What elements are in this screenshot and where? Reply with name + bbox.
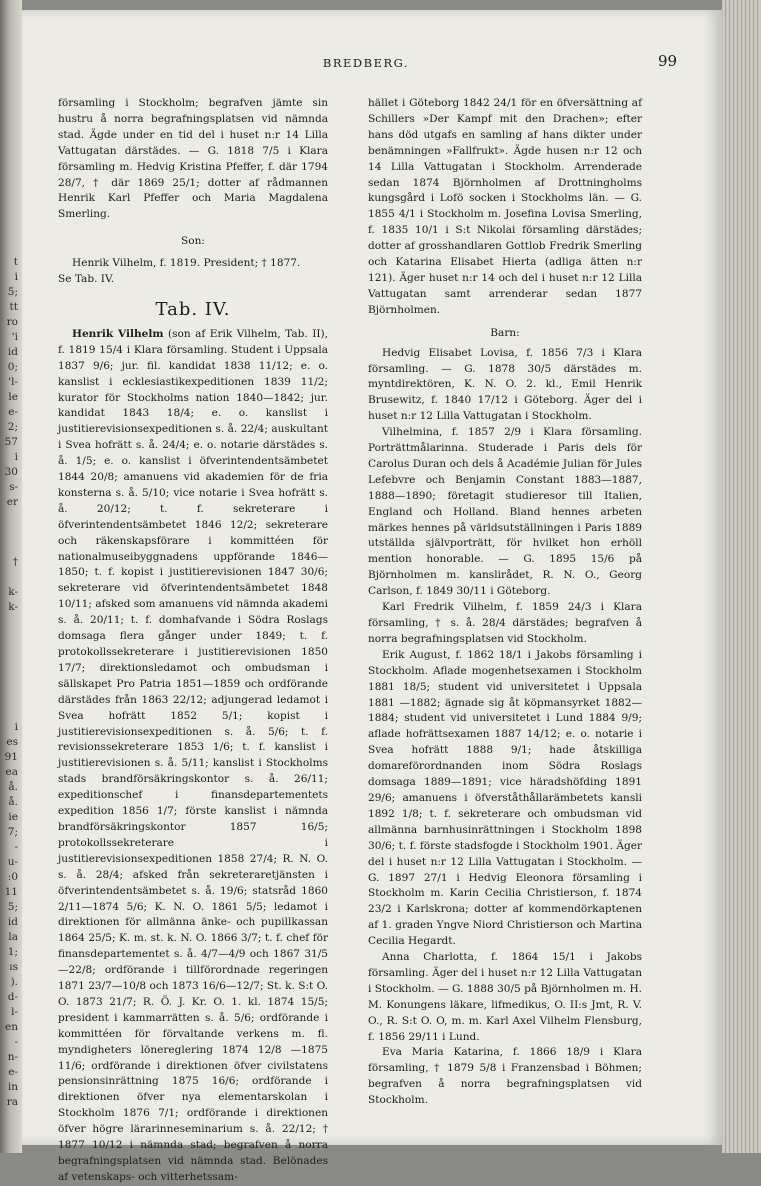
tab-heading: Tab. IV. <box>155 298 231 320</box>
son-label: Son: <box>181 235 205 248</box>
son-reference: Se Tab. IV. <box>58 273 115 286</box>
child-entry: Eva Maria Katarina, f. 1866 18/9 i Klara församling, † 1879 5/8 i Franzensbad i Böhmen; begrafven å norra begrafningsplatsen vid Stockholm. <box>368 1046 642 1107</box>
tab-person-name: Henrik Vilhelm <box>72 327 164 340</box>
running-head: BREDBERG. <box>322 56 410 70</box>
child-entry: Vilhelmina, f. 1857 2/9 i Klara församling. Porträttmålarinna. Studerade i Paris dels för Carolus Duran och dels å Académie Julian för Jules Lefebvre och Benjamin Constant 1883—1887, 1888—1890; företagit studieresor till Italien, England och Holland. Bland hennes arbeten märkes hennes på världsutställningen i Paris 1889 utställda självporträtt, för hvilket hon erhöll mention honorable. — G. 1895 15/6 på Björnholmen m. kanslirådet, R. N. O., Georg Carlson, f. 1849 30/11 i Göteborg. <box>368 426 642 598</box>
page-number: 99 <box>658 52 678 70</box>
left-column <box>58 96 328 1186</box>
page-stack-edge <box>722 0 761 1153</box>
margin-fragments: t i 5; tt ro 'i id 0; 'l- le e- 2; 57 i 30 s- er † k- k- i es 91 ea å. å. ie 7; - u- :0 11 5; id la 1; ıs ). d- l- en - n- e- in ra <box>4 256 18 1108</box>
continued-paragraph: hället i Göteborg 1842 24/1 för en öfversättning af Schillers »Der Kampf mit den Drachen»; efter hans död utgafs en samling af hans dikter under benämningen »Fallfrukt». Ägde husen n:r 12 och 14 Lilla Vattugatan i Stockholm. Arrenderade sedan 1874 Björnholmen af Drottningholms kungsgård i Lofö socken i Stockholms län. — G. 1855 4/1 i Stockholm m. Josefina Lovisa Smerling, f. 1835 10/1 i S:t Nikolai församling därstädes; dotter af grosshandlaren Gottlob Fredrik Smerling och Katarina Elisabet Hierta (adliga ätten n:r 121). Äger huset n:r 14 och del i huset n:r 12 Lilla Vattugatan samt arrenderar sedan 1877 Björnholmen. <box>368 97 642 316</box>
son-entry: Henrik Vilhelm, f. 1819. President; † 1877. <box>72 257 301 270</box>
tab-paragraph <box>58 327 328 1186</box>
intro-paragraph: församling i Stockholm; begrafven jämte sin hustru å norra begrafningsplatsen vid nämnda stad. Ägde under en tid del i huset n:r 14 Lilla Vattugatan därstädes. — G. 1818 7/5 i Klara församling m. Hedvig Kristina Pfeffer, f. där 1794 28/7, † där 1869 25/1; dotter af rådmannen Henrik Karl Pfeffer och Maria Magdalena Smerling. <box>58 97 328 221</box>
child-entry: Anna Charlotta, f. 1864 15/1 i Jakobs församling. Äger del i huset n:r 12 Lilla Vattugatan i Stockholm. — G. 1888 30/5 på Björnholmen m. H. M. Konungens läkare, lifmedikus, O. II:s Jmt, R. V. O., R. S:t O. O, m. m. Karl Axel Vilhelm Flensburg, f. 1856 29/11 i Lund. <box>368 951 642 1043</box>
barn-label: Barn: <box>490 326 520 339</box>
tab-biography: (son af Erik Vilhelm, Tab. II), f. 1819 15/4 i Klara församling. Student i Uppsala 1837 9/6; jur. fil. kandidat 1838 11/12; e. o. kanslist i ecklesiastikexpeditionen 1839 11/2; kurator för Stockholms nation 1840—1842; jur. kandidat 1843 18/4; e. o. kanslist i justitierevisionsexpeditionen s. å. 22/4; auskultant i Svea hofrätt s. å. 24/4; e. o. notarie därstädes s. å. 1/5; e. o. kanslist i öfverintendentsämbetet 1844 20/8; amanuens vid akademien för de fria konsterna s. å. 5/10; vice notarie i Svea hofrätt s. å. 20/12; t. f. sekreterare i öfverintendentsämbetet 1846 12/2; sekreterare och räkenskapsförare i kommittéen för nationalmuseibyggnadens uppförande 1846—1850; t. f. kopist i justitierevisionen 1847 30/6; sekreterare vid öfverintendentsämbetet 1848 10/11; afsked som amanuens vid nämnda akademi s. å. 20/11; t. f. domhafvande i Södra Roslags domsaga flera gånger under 1849; t. f. protokollssekreterare i justitierevisionen 1850 17/7; direktionsledamot och ombudsman i sällskapet Pro Patria 1851—1859 och ordförande därstädes från 1863 22/12; adjungerad ledamot i Svea hofrätt 1852 5/1; kopist i justitierevisionsexpeditionen s. å. 5/6; t. f. revisionssekreterare 1853 1/6; t. f. kanslist i justitierevisionen s. å. 5/11; kanslist i Stockholms stads brandförsäkringskontor s. å. 26/11; expeditionschef i finansdepartementets expedition 1856 1/7; förste kanslist i nämnda brandförsäkringskontor 1857 16/5; protokollssekreterare i justitierevisionsexpeditionen 1858 27/4; R. N. O. s. å. 28/4; afsked från sekreteraretjänsten i öfverintendentsämbetet s. å. 19/6; statsråd 1860 2/11—1874 5/6; K. N. O. 1861 5/5; ledamot i direktionen för allmänna änke- och pupillkassan 1864 25/5; K. m. st. k. N. O. 1866 3/7; t. f. chef för finansdepartementet s. å. 4/7—4/9 och 1867 31/5—22/8; ordförande i tillförordnade regeringen 1871 23/7—10/8 och 1873 16/6—12/7; St. k. S:t O. O. 1873 21/7; R. Ö. J. Kr. O. 1. kl. 1874 15/5; president i kammarrätten s. å. 5/6; ordförande i kommittéen för förvaltande verkens m. fl. myndigheters lönereglering 1874 12/8 —1875 11/6; ordförande i direktionen öfver civilstatens pensionsinrättning 1875 16/6; ordförande i direktionen öfver nya elementarskolan i Stockholm 1876 7/1; ordförande i direktionen öfver högre lärarinneseminarium s. å. 22/12; † 1877 10/12 i nämnda stad; begrafven å norra begrafningsplatsen vid nämnda stad. Belönades af vetenskaps- och vitterhetssam- <box>58 327 328 1183</box>
right-column <box>368 96 642 1109</box>
child-entry: Karl Fredrik Vilhelm, f. 1859 24/3 i Klara församling, † s. å. 28/4 därstädes; begrafven å norra begrafningsplatsen vid Stockholm. <box>368 601 642 645</box>
child-entry: Erik August, f. 1862 18/1 i Jakobs församling i Stockholm. Aflade mogenhetsexamen i Stockholm 1881 18/5; student vid universitetet i Uppsala 1881 —1882; ägnade sig åt köpmansyrket 1882—1884; student vid universitetet i Lund 1884 9/9; aflade hofrättsexamen 1887 14/12; e. o. notarie i Svea hofrätt 1888 9/1; hade åtskilliga domareförordnanden inom Södra Roslags domsaga 1889—1891; vice häradshöfding 1891 29/6; amanuens i öfverståthållarämbetets kansli 1892 1/8; t. f. sekreterare och ombudsman vid allmänna barnhusinrättningen i Stockholm 1898 30/6; t. f. förste stadsfogde i Stockholm 1901. Äger del i huset n:r 12 Lilla Vattugatan i Stockholm. — G. 1897 27/1 i Hedvig Eleonora församling i Stockholm m. Karin Cecilia Christierson, f. 1874 23/2 i Karlskrona; dotter af kommendörkaptenen af 1. graden Yngve Niord Christierson och Martina Cecilia Hegardt. <box>368 648 642 948</box>
previous-page-edge <box>0 0 22 1153</box>
child-entry: Hedvig Elisabet Lovisa, f. 1856 7/3 i Klara församling. — G. 1878 30/5 därstädes m. myntdirektören, K. N. O. 2. kl., Emil Henrik Brusewitz, f. 1840 17/12 i Göteborg. Äger del i huset n:r 12 Lilla Vattugatan i Stockholm. <box>368 346 642 423</box>
